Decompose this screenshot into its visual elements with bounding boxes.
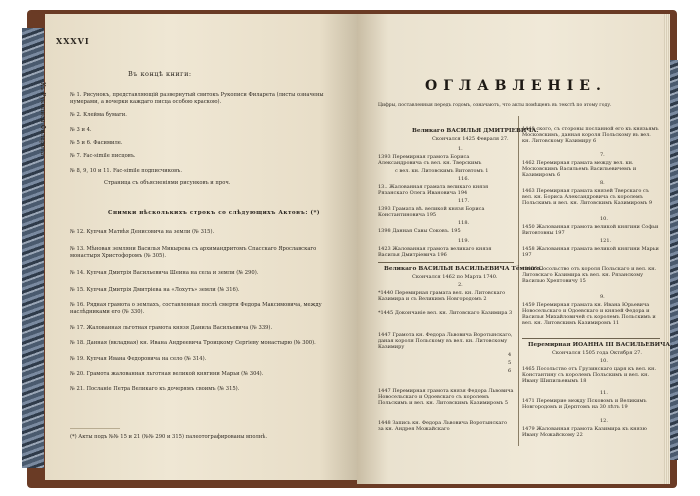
page-title: ОГЛАВЛЕНІЕ.: [425, 78, 607, 94]
snimok-item: № 19. Купчая Ивана Федоровича на село (№ 314).: [70, 356, 207, 362]
snimok-item: № 21. Посланіе Петра Великаго къ дочерямъ своимъ (№ 315).: [70, 386, 240, 392]
toc-line: 118.: [458, 220, 470, 226]
toc-line: Скончался 1425 Февраля 27.: [432, 136, 509, 142]
toc-line: 10.: [600, 358, 608, 364]
toc-line: 1447 Перемирная грамота князя Федора Львовича Новосельскаго и Одоевскаго съ королемъ Польскимъ и вел. кн. Литовскимъ Казимиромъ 5: [378, 388, 514, 406]
appendix-item: № 2. Клейма бумаги.: [70, 112, 127, 118]
page-number: XXXVI: [56, 36, 90, 46]
toc-section-heading: Великаго ВАСИЛЬЯ ВАСИЛЬЕВИЧА Тёмнаго.: [384, 266, 543, 272]
appendix-item: № 3 и 4.: [70, 127, 92, 133]
appendix-item: № 1. Рисунокъ, представляющій развернутый свитокъ Рукописи Филарета (листы означены нумерами, а вочерки каждаго писца особою краскою).: [70, 92, 324, 105]
toc-line: 1393 Перемирная грамота Бориса Александровича съ вел. кн. Тверскимъ: [378, 154, 482, 166]
toc-line: 7.: [600, 152, 605, 158]
toc-line: 117.: [458, 198, 470, 204]
toc-line: 12.: [600, 418, 608, 424]
toc-line: 1398 Данная Савы Соковъ. 195: [378, 228, 461, 234]
snimok-item: № 15. Купчая Дмитрія Дмитріева на «Лохутъ» земли (№ 316).: [70, 287, 240, 293]
column-divider: [518, 116, 519, 446]
toc-line: 8.: [600, 180, 605, 186]
toc-line: 4: [508, 352, 512, 358]
toc-section-heading: Великаго ВАСИЛЬЯ ДМИТРІЕВИЧА.: [412, 128, 539, 134]
page-edge: [664, 14, 670, 484]
toc-line: 116.: [458, 176, 470, 182]
toc-line: 1447 Грамота кн. Федора Львовича Воротынскаго, даная короля Польскому въ вел. кн. Литовскому Казимиру: [378, 332, 513, 350]
toc-line: 2.: [458, 282, 463, 288]
toc-line: 1465 Посольство отъ Грузинскаго царя къ вел. кн. Константину съ королемъ Польскимъ и вел. кн. Ивану Шипильевымъ 18: [522, 366, 657, 384]
toc-line: 10.: [600, 216, 608, 222]
toc-section-heading: Перемирная ИОАННА III ВАСИЛЬЕВИЧА.: [528, 342, 673, 348]
toc-line: 11.: [600, 390, 608, 396]
toc-line: *1440 Перемирная грамата вел. кн. Литовскаго Казимира и съ Великимъ Новгородомъ 2: [378, 290, 506, 302]
toc-line: 1471 Перемирие между Псковомъ и Великимъ Новгородомъ и Дерптомъ на 30 лѣтъ 19: [522, 398, 647, 410]
toc-line: с вел. кн. Литовскимъ Витовтомъ 1: [395, 168, 489, 174]
toc-line: 5: [508, 360, 512, 366]
toc-line: 1448 ского, съ стороны посланной его къ князьямъ Московскимъ, данная короля Польскому въ вел. кн. Литовскому Казимиру 6: [522, 126, 659, 144]
footnote: (*) Акты подъ №№ 15 и 21 (№№ 290 и 315) палеотографированы вполнѣ.: [70, 434, 268, 440]
toc-line: *1445 Докончаніе вел. кн. Литовскаго Казимира 3: [378, 310, 513, 316]
toc-line: *1456 Посольство отъ короля Польскаго и вел. кн. Литовскаго Казимира къ вел. кн. Рязанскому Василью Хрептовичу 15: [522, 266, 657, 284]
toc-line: 1459 Перемирная грамата кн. Ивана Юрьевича Новосельскаго и Одоевскаго и князей Федора и Василья Михайловичей съ королемъ Польскимъ и вел. кн. Литовскимъ Казимиромъ 11: [522, 302, 656, 326]
toc-line: 121.: [600, 238, 612, 244]
toc-line: 119.: [458, 238, 470, 244]
section-rule: [378, 262, 514, 263]
toc-line: 6: [508, 368, 512, 374]
toc-line: 1448 Запись кн. Федора Львовича Воротынскаго за кн. Андрея Можайскаго: [378, 420, 508, 432]
toc-line: 1479 Жалованная грамота Казимира къ князю Ивану Можайскому 22: [522, 426, 647, 438]
section-rule: [522, 338, 660, 339]
snimok-item: № 20. Грамота жалованная льготная великой княгини Марьи (№ 304).: [70, 371, 264, 377]
appendix-item: № 7. Fac-simile писцовъ.: [70, 153, 136, 159]
subtitle: Цифры, поставленныя передъ годомъ, означаютъ, что акты помѣщенъ въ текстѣ по этому году.: [378, 103, 612, 108]
snimok-item: № 17. Жалованная льготная грамота князя Данила Васильевича (№ 339).: [70, 325, 273, 331]
appendix-heading: Въ концѣ книги:: [128, 70, 192, 78]
snimok-item: № 18. Данная (вкладная) кн. Ивана Андреевича Троицкому Сергіеву монастырю (№ 300).: [70, 340, 316, 346]
snimok-item: № 12. Купчая Матвѣя Денисовича на земли (№ 315).: [70, 229, 215, 235]
appendix-item: Страница съ объясненіями рисунковъ и проч.: [104, 180, 231, 186]
toc-line: 9.: [600, 294, 605, 300]
toc-line: 1.: [458, 146, 463, 152]
toc-line: Скончался 1462 по Марта 1740.: [412, 274, 498, 280]
toc-line: Скончался 1505 года Октября 27.: [552, 350, 642, 356]
vertical-caption: Къ Рукописи Филарета: [39, 82, 46, 156]
snimok-item: № 13. Мѣновая земляни Василья Микырева съ архимандритомъ Спасскаго Ярославскаго монастыря Христофоромъ (№ 305).: [70, 246, 317, 259]
footnote-rule: [70, 428, 120, 429]
toc-line: 1450 Жалованная грамота великой княгини Софьи Витовтовны 197: [522, 224, 659, 236]
snimki-heading: Снимки нѣсколькихъ строкъ со слѣдующихъ Актовъ: (*): [108, 210, 321, 216]
appendix-item: № 8, 9, 10 и 11. Fac-simile подписчиковъ.: [70, 168, 183, 174]
toc-line: 1393 Грамата вѣ. великой князя Бориса Константиновича 195: [378, 206, 485, 218]
toc-line: 13.. Жалованная грамата великаго князя Рязанскаго Олега Ивановича 194: [378, 184, 489, 196]
snimok-item: № 16. Рядная грамота о землахъ, составленная послѣ смерти Федора Максимовича, между наслѣдниками его (№ 330).: [70, 302, 322, 315]
appendix-item: № 5 и 6. Фасимиле.: [70, 140, 123, 146]
snimok-item: № 14. Купчая Дмитрія Васильевича Шеина на села и земли (№ 290).: [70, 270, 259, 276]
toc-line: 1462 Перемирная грамата между вел. кн. Московскимъ Васильемъ Васильевичемъ и Казимиромъ 6: [522, 160, 637, 178]
toc-line: 1463 Перемирная грамата князей Тверскаго съ вел. кн. Бориса Александровича съ королемъ Польскимъ и вел. кн. Литовскимъ Казимиромъ 9: [522, 188, 653, 206]
toc-line: 1423 Жалованная грамота великаго князя Василья Дмитріевича 196: [378, 246, 492, 258]
toc-line: 1458 Жалованная грамата великой княгини Марьи 197: [522, 246, 659, 258]
